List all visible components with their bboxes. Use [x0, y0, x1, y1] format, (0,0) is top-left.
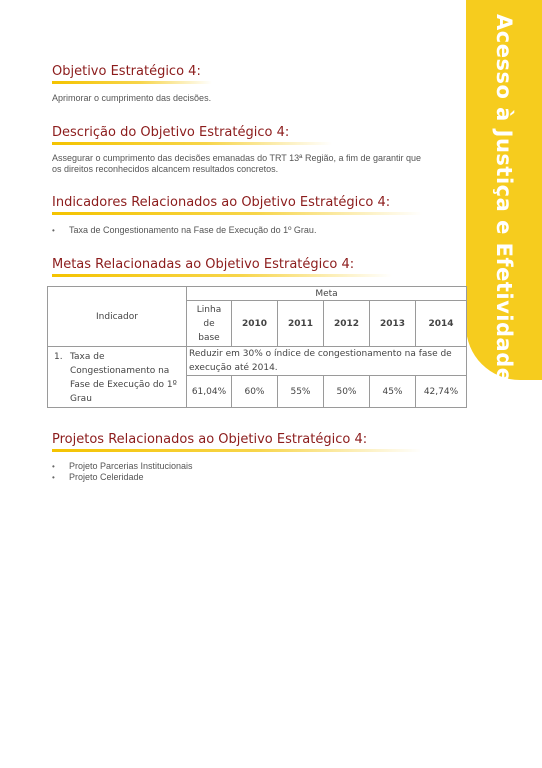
description-underline — [52, 142, 332, 145]
value-cell: 45% — [370, 376, 416, 408]
value-cell: 60% — [232, 376, 278, 408]
indicators-underline — [52, 212, 422, 215]
indicators-heading: Indicadores Relacionados ao Objetivo Estratégico 4: — [52, 195, 391, 210]
objective-text: Aprimorar o cumprimento das decisões. — [52, 93, 212, 103]
side-tab-title-text: Acesso à Justiça e Efetividade — [492, 14, 516, 383]
value-cell: 50% — [324, 376, 370, 408]
column-header: Linha de base — [187, 301, 232, 347]
indicator-header: Indicador — [96, 311, 138, 322]
indicators-list — [52, 225, 316, 236]
value-cell: 42,74% — [416, 376, 467, 408]
indicator-item: • Taxa de Congestionamento na Fase de Execução do 1º Grau. — [52, 225, 316, 236]
description-heading: Descrição do Objetivo Estratégico 4: — [52, 125, 290, 140]
projects-heading: Projetos Relacionados ao Objetivo Estratégico 4: — [52, 432, 368, 447]
projects-underline — [52, 449, 422, 452]
objective-heading: Objetivo Estratégico 4: — [52, 64, 201, 79]
meta-header-cell — [187, 287, 467, 301]
project-item: • Projeto Celeridade — [52, 472, 193, 483]
goals-table — [47, 286, 467, 408]
indicator-number: 1. — [54, 352, 63, 362]
column-header: 2013 — [370, 301, 416, 347]
project-item: • Projeto Parcerias Institucionais — [52, 461, 193, 472]
indicator-cell — [48, 347, 187, 408]
goals-underline — [52, 274, 392, 277]
indicator-entry — [54, 350, 182, 406]
description-text: Assegurar o cumprimento das decisões emanadas do TRT 13ª Região, a fim de garantir que os direitos reconhecidos alcancem resultados concretos. — [52, 153, 422, 174]
column-header: 2012 — [324, 301, 370, 347]
goals-heading: Metas Relacionadas ao Objetivo Estratégico 4: — [52, 257, 355, 272]
goal-text: Reduzir em 30% o índice de congestionamento na fase de execução até 2014. — [189, 349, 452, 373]
meta-header: Meta — [315, 288, 338, 299]
objective-underline — [52, 81, 212, 84]
value-cell: 61,04% — [187, 376, 232, 408]
goal-text-cell — [187, 347, 467, 376]
column-header: 2014 — [416, 301, 467, 347]
column-header: 2010 — [232, 301, 278, 347]
table-header-row — [48, 287, 467, 301]
table-row — [48, 347, 467, 376]
value-cell: 55% — [278, 376, 324, 408]
column-header: 2011 — [278, 301, 324, 347]
indicator-name: Taxa de Congestionamento na Fase de Execução do 1º Grau — [70, 352, 177, 404]
indicator-header-cell — [48, 287, 187, 347]
projects-list — [52, 461, 193, 483]
